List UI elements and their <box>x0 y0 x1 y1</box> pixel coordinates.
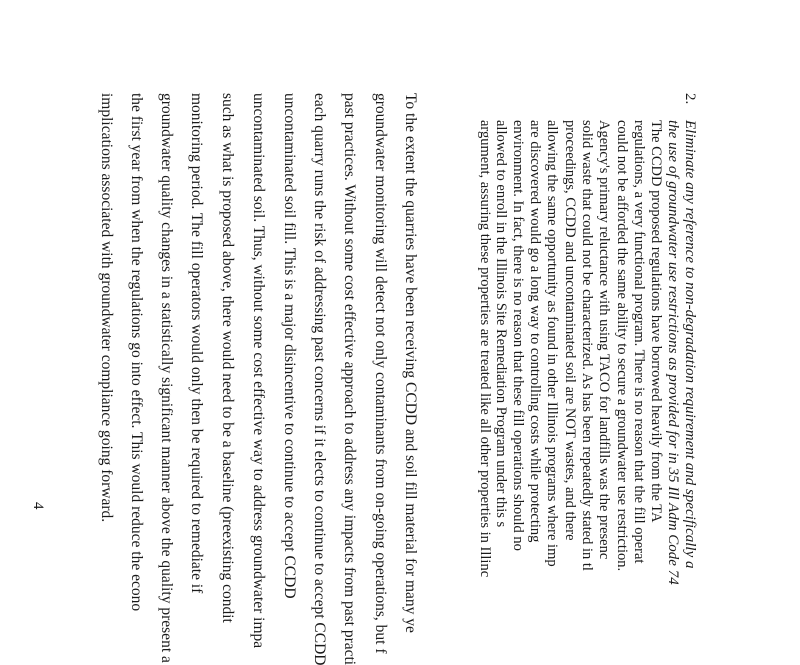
paragraph-line: past practices. Without some cost effective approach to address any impacts from past practi <box>341 93 358 665</box>
paragraph-line: uncontaminated soil. Thus, without some cost effective way to address groundwater impa <box>250 93 267 649</box>
item-body-line: solid waste that could not be characterized. As has been repeatedly stated in tl <box>579 120 595 571</box>
item-body-line: allowed to enroll in the Illinois Site Remediation Program under this s <box>493 120 509 528</box>
item-body-line: argument, assuring these properties are treated like all other properties in Illinc <box>477 120 493 578</box>
item-body-line: are discovered would go a long way to controlling costs while protecting <box>527 120 543 543</box>
paragraph-line: groundwater monitoring will detect not only contaminants from on-going operations, but f <box>372 93 389 654</box>
item-number: 2. <box>682 93 698 105</box>
item-body-line: regulations, a very functional program. There is no reason that the fill operat <box>631 120 647 564</box>
item-body-line: could not be afforded the same ability to secure a groundwater use restriction. <box>614 120 630 572</box>
paragraph-line: implications associated with groundwater compliance going forward. <box>98 93 115 523</box>
item-body-line: Agency's primary reluctance with using TACO for landfills was the presenc <box>596 120 612 560</box>
paragraph-line: such as what is proposed above, there would need to be a baseline (preexisting condit <box>219 93 236 623</box>
paragraph-line: monitoring period. The fill operators would only then be required to remediate if <box>188 93 205 594</box>
paragraph-line: uncontaminated soil fill. This is a major disincentive to continue to accept CCDD <box>281 93 298 599</box>
item-body-line: proceedings, CCDD and uncontaminated soil are NOT wastes, and there <box>562 120 578 541</box>
paragraph-line: the first year from when the regulations go into effect. This would reduce the econo <box>128 93 145 612</box>
paragraph-line: each quarry runs the risk of addressing past concerns if it elects to continue to accept CCDD <box>311 93 328 665</box>
paragraph-line: To the extent the quarries have been receiving CCDD and soil fill material for many ye <box>402 93 419 633</box>
paragraph-line: groundwater quality changes in a statistically significant manner above the quality present a <box>158 93 175 663</box>
item-body-line: The CCDD proposed regulations have borrowed heavily from the TA <box>648 120 664 523</box>
item-heading-line: Eliminate any reference to non-degradation requirement and specifically a <box>682 120 698 569</box>
item-heading-line: the use of groundwater use restrictions as provided for in 35 Ill Adm Code 74 <box>665 120 681 585</box>
item-body-line: allowing the same opportunity as found in other Illinois programs where imp <box>544 120 560 567</box>
page-number: 4 <box>30 502 46 510</box>
item-body-line: environment. In fact, there is no reason that these fill operations should no <box>510 120 526 551</box>
